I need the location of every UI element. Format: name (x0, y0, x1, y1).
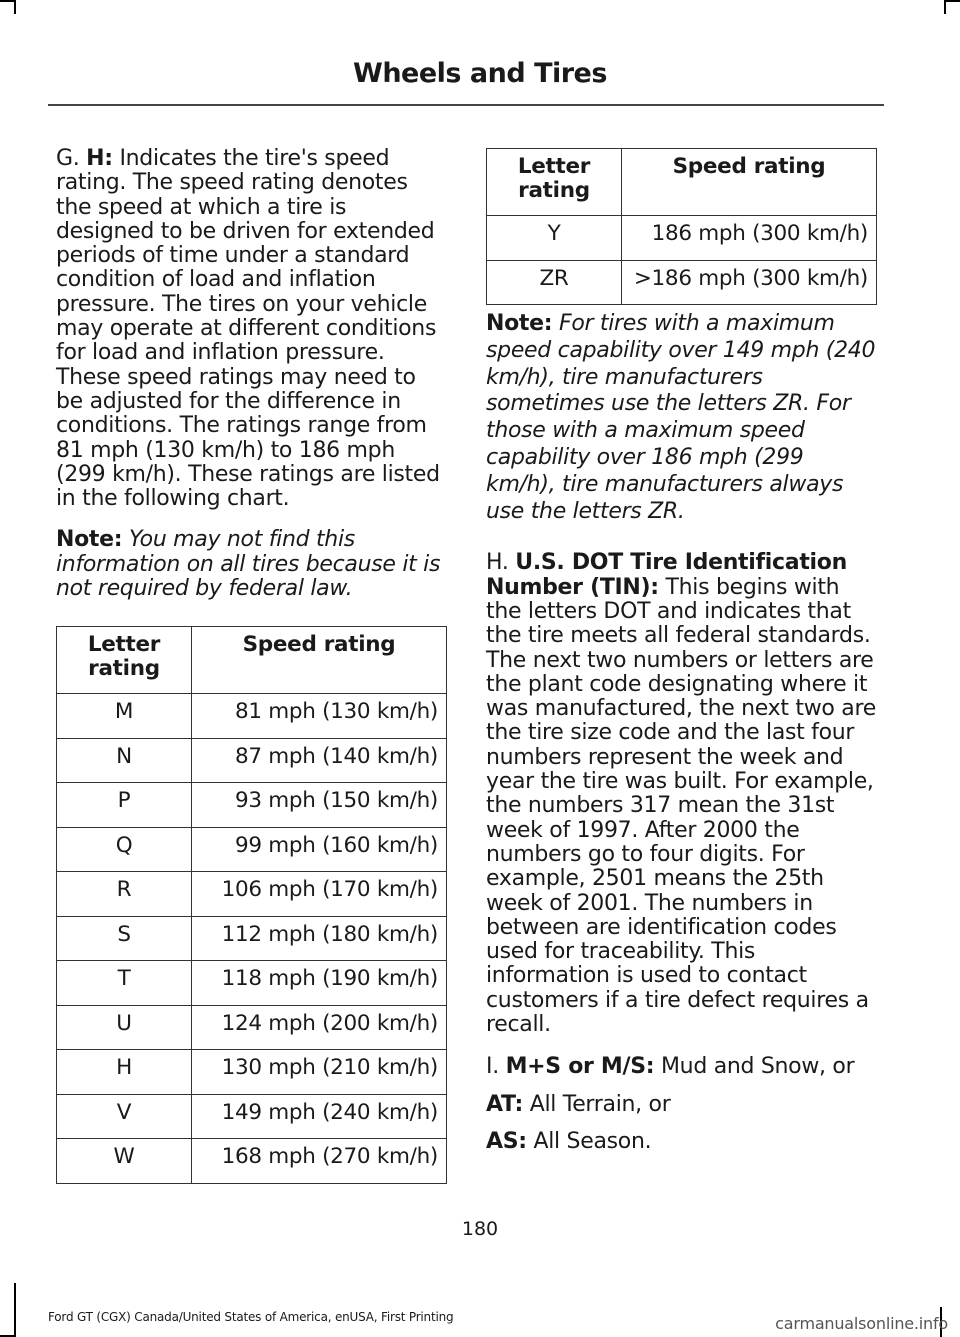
header-letter-rating: Letter rating (487, 149, 622, 216)
paragraph-text: All Season. (526, 1128, 652, 1154)
table-row (57, 827, 447, 872)
right-column (486, 148, 878, 1154)
table-row (57, 916, 447, 961)
speed-rating-cell: 112 mph (180 km/h) (192, 916, 447, 961)
letter-rating-cell: W (57, 1139, 192, 1184)
paragraph-all-terrain (486, 1093, 878, 1117)
speed-rating-cell: 124 mph (200 km/h) (192, 1005, 447, 1050)
table-row (57, 1094, 447, 1139)
speed-rating-cell: >186 mph (300 km/h) (622, 260, 877, 305)
table-row (57, 961, 447, 1006)
header-speed-rating: Speed rating (192, 627, 447, 694)
table-row (57, 694, 447, 739)
speed-rating-cell: 81 mph (130 km/h) (192, 694, 447, 739)
speed-rating-cell: 106 mph (170 km/h) (192, 872, 447, 917)
letter-rating-cell: Q (57, 827, 192, 872)
paragraph-term: H: (86, 146, 113, 171)
letter-rating-cell: S (57, 916, 192, 961)
printing-info: Ford GT (CGX) Canada/United States of America, enUSA, First Printing (48, 1310, 454, 1324)
speed-rating-cell: 168 mph (270 km/h) (192, 1139, 447, 1184)
crop-mark (946, 0, 960, 2)
table-row (57, 1050, 447, 1095)
paragraph-prefix: G. (56, 146, 87, 171)
paragraph-term: U.S. DOT Tire Identification Number (TIN): (486, 550, 847, 600)
speed-rating-cell: 93 mph (150 km/h) (192, 783, 447, 828)
crop-mark (14, 1283, 16, 1337)
page-title: Wheels and Tires (353, 58, 607, 89)
page-number: 180 (461, 1218, 499, 1240)
letter-rating-cell: R (57, 872, 192, 917)
paragraph-prefix: I. (486, 1054, 506, 1080)
note-federal-law (56, 528, 448, 601)
note-text: For tires with a maximum speed capability over 149 mph (240 km/h), tire manufacturers sometimes use the letters ZR. For those with a maximum speed capability over 186 mph (299 km/h), tire manufacturers always use the letters ZR. (486, 311, 876, 524)
table-row (57, 1005, 447, 1050)
speed-rating-cell: 149 mph (240 km/h) (192, 1094, 447, 1139)
note-label: Note: (486, 311, 553, 336)
paragraph-mud-snow (486, 1055, 878, 1079)
table-row (57, 872, 447, 917)
paragraph-term: M+S or M/S: (505, 1054, 655, 1080)
speed-rating-cell: 118 mph (190 km/h) (192, 961, 447, 1006)
table-row (487, 216, 877, 261)
letter-rating-cell: V (57, 1094, 192, 1139)
table-row (57, 783, 447, 828)
speed-rating-table (56, 626, 447, 1184)
paragraph-text: Indicates the tire's speed rating. The speed rating denotes the speed at which a tire is designed to be driven for extended periods of time under a standard condition of load and inflation pressure. The tires on your vehicle may operate at different conditions for load and inflation pressure. These speed ratings may need to be adjusted for the difference in conditions. The ratings range from 81 mph (130 km/h) to 186 mph (299 km/h). These ratings are listed in the following chart. (56, 146, 440, 512)
letter-rating-cell: T (57, 961, 192, 1006)
paragraph-text: Mud and Snow, or (654, 1054, 855, 1080)
paragraph-term: AS: (486, 1128, 527, 1154)
paragraph-all-season (486, 1130, 878, 1154)
letter-rating-cell: N (57, 738, 192, 783)
header-letter-rating: Letter rating (57, 627, 192, 694)
header-divider (48, 104, 884, 106)
crop-mark (14, 0, 16, 14)
letter-rating-cell: H (57, 1050, 192, 1095)
letter-rating-cell: ZR (487, 260, 622, 305)
left-column (56, 145, 448, 1184)
table-row (487, 260, 877, 305)
watermark: carmanualsonline.info (775, 1314, 948, 1333)
paragraph-text: This begins with the letters DOT and indicates that the tire meets all federal standards. The next two numbers or letters are the plant code designating where it was manufactured, the next two are the tire size code and the last four numbers represent the week and year the tire was built. For example, the numbers 317 mean the 31st week of 1997. After 2000 the numbers go to four digits. For example, 2501 means the 25th week of 2001. The numbers in between are identification codes used for traceability. This information is used to contact customers if a tire defect requires a recall. (486, 574, 876, 1038)
speed-rating-table-continued (486, 148, 877, 305)
letter-rating-cell: Y (487, 216, 622, 261)
table-header-row (57, 627, 447, 694)
crop-mark (944, 0, 946, 14)
header-speed-rating: Speed rating (622, 149, 877, 216)
note-text: You may not find this information on all tires because it is not required by federal law. (56, 527, 441, 602)
paragraph-term: AT: (486, 1091, 524, 1117)
paragraph-text: All Terrain, or (523, 1091, 671, 1117)
letter-rating-cell: U (57, 1005, 192, 1050)
paragraph-speed-rating (56, 147, 448, 511)
letter-rating-cell: M (57, 694, 192, 739)
note-zr (486, 311, 878, 525)
speed-rating-cell: 99 mph (160 km/h) (192, 827, 447, 872)
paragraph-prefix: H. (486, 550, 516, 576)
paragraph-dot-tin (486, 551, 878, 1037)
speed-rating-cell: 186 mph (300 km/h) (622, 216, 877, 261)
crop-mark (0, 0, 14, 2)
table-row (57, 738, 447, 783)
table-header-row (487, 149, 877, 216)
speed-rating-cell: 130 mph (210 km/h) (192, 1050, 447, 1095)
note-label: Note: (56, 527, 123, 553)
table-row (57, 1139, 447, 1184)
speed-rating-cell: 87 mph (140 km/h) (192, 738, 447, 783)
letter-rating-cell: P (57, 783, 192, 828)
